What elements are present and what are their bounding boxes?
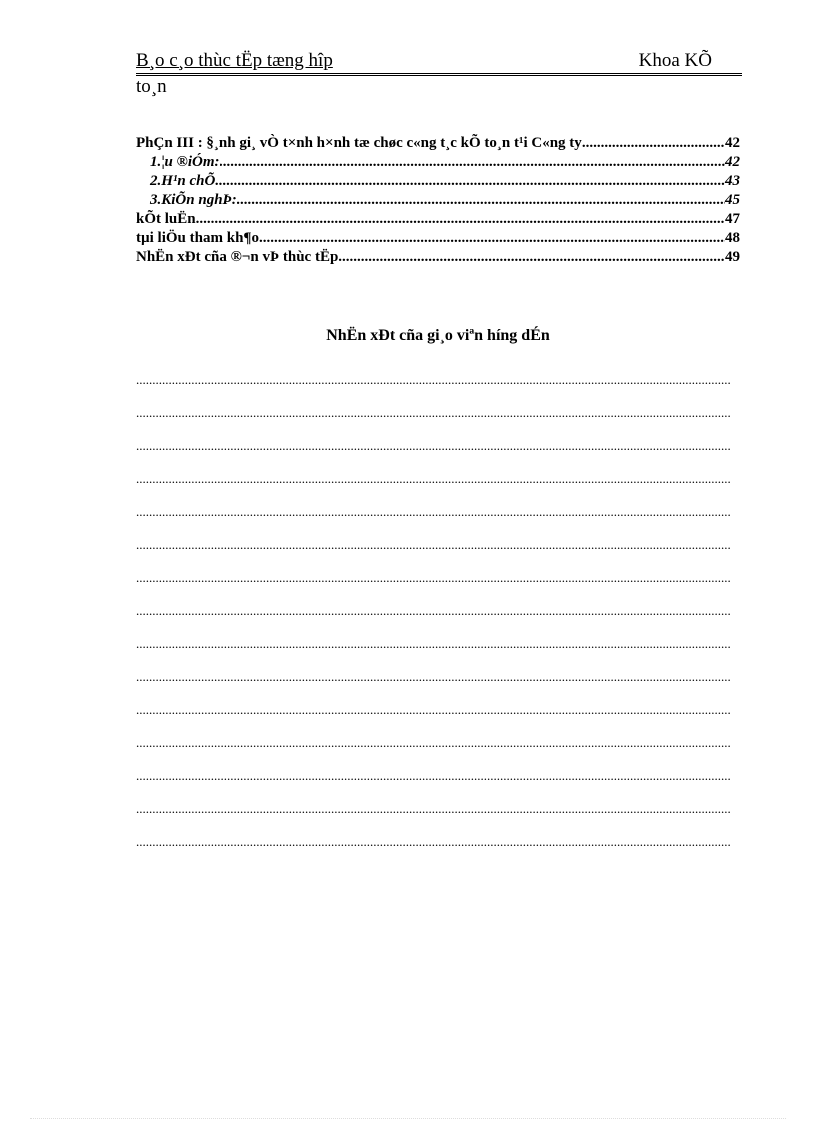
toc-entry [136, 153, 740, 172]
dotted-writing-line [136, 766, 730, 799]
header-faculty: Khoa KÕ [638, 50, 712, 71]
dotted-writing-line [136, 634, 730, 667]
toc-entry-title: 3.KiÕn nghÞ: [150, 192, 237, 208]
page-bottom-rule [30, 1118, 786, 1119]
toc-entry-title: NhËn xÐt cña ®¬n vÞ thùc tËp [136, 249, 339, 265]
toc-entry [136, 210, 740, 229]
dotted-writing-line [136, 700, 730, 733]
toc-entry [136, 134, 740, 153]
page-header [136, 50, 742, 76]
dotted-writing-line [136, 370, 730, 403]
toc-entry-page: 43 [725, 173, 740, 189]
toc-leader [196, 210, 725, 229]
header-continuation: to¸n [136, 76, 167, 97]
toc-entry [136, 191, 740, 210]
dotted-writing-line [136, 733, 730, 766]
toc-entry-title: 1.¦u ®iÓm: [150, 154, 220, 170]
toc-entry [136, 248, 740, 267]
dotted-writing-line [136, 799, 730, 832]
dotted-writing-line [136, 535, 730, 568]
dotted-writing-line [136, 568, 730, 601]
toc-leader [215, 172, 725, 191]
toc-entry-page: 49 [725, 249, 740, 265]
toc-leader [237, 191, 725, 210]
table-of-contents [136, 134, 740, 267]
toc-entry-page: 45 [725, 192, 740, 208]
toc-leader [220, 153, 725, 172]
toc-leader [338, 248, 725, 267]
toc-leader [259, 229, 725, 248]
review-section-title: NhËn xÐt cña gi¸o viªn híng dÉn [326, 327, 550, 344]
toc-entry [136, 172, 740, 191]
toc-entry-page: 48 [725, 230, 740, 246]
header-report-title: B¸o c¸o thùc tËp tæng hîp [136, 50, 333, 71]
toc-entry-title: tµi liÖu tham kh¶o [136, 230, 260, 246]
toc-entry-title: PhÇn III : §¸nh gi¸ vÒ t×nh h×nh tæ chøc c«ng t¸c kÕ to¸n t¹i C«ng ty [136, 135, 582, 151]
dotted-writing-line [136, 502, 730, 535]
dotted-writing-line [136, 832, 730, 865]
review-writing-lines [136, 370, 730, 865]
toc-entry [136, 229, 740, 248]
toc-entry-page: 47 [725, 211, 740, 227]
toc-entry-title: 2.H¹n chÕ [150, 173, 216, 189]
toc-entry-page: 42 [725, 154, 740, 170]
dotted-writing-line [136, 403, 730, 436]
dotted-writing-line [136, 469, 730, 502]
dotted-writing-line [136, 601, 730, 634]
toc-entry-page: 42 [725, 135, 740, 151]
toc-leader [582, 134, 725, 153]
dotted-writing-line [136, 436, 730, 469]
toc-entry-title: kÕt luËn [136, 211, 196, 227]
dotted-writing-line [136, 667, 730, 700]
